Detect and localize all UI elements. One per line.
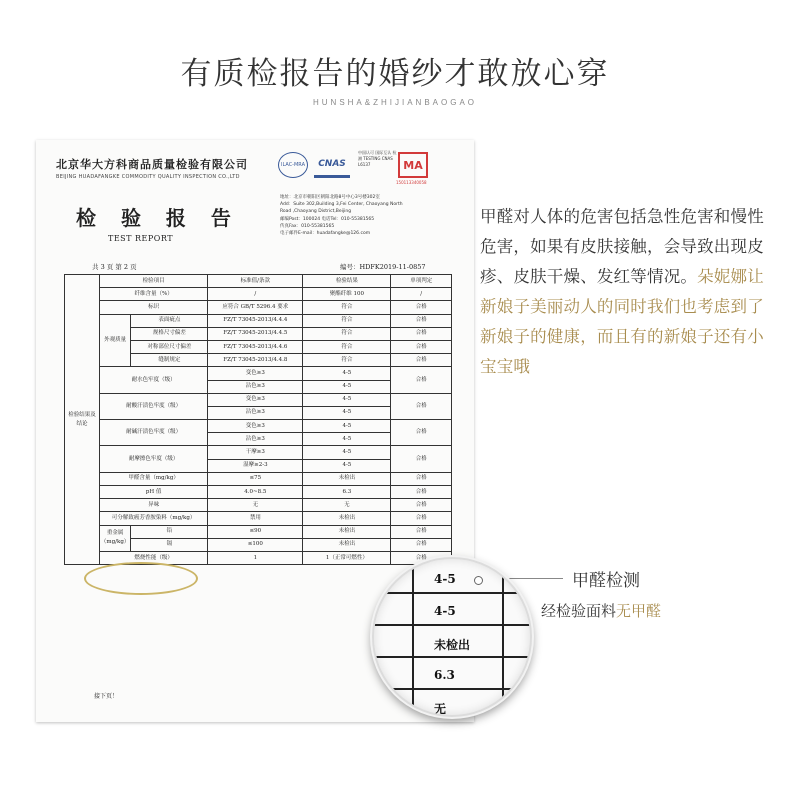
cell-item: 缝制规定 xyxy=(131,354,208,367)
table-row xyxy=(65,420,452,433)
cell-std: 1 xyxy=(208,551,303,564)
cell-verdict: 合格 xyxy=(391,525,452,538)
magnifier-value: 无 xyxy=(434,702,447,716)
address-block xyxy=(280,194,460,237)
cell-item: 可分解致癌芳香胺染料（mg/kg） xyxy=(99,512,208,525)
magnifier-row xyxy=(374,693,532,717)
cell-item: 对称部位尺寸偏差 xyxy=(131,340,208,353)
cell-result: 6.3 xyxy=(303,486,391,499)
cell-verdict: 合格 xyxy=(391,472,452,485)
cell-item: 纤维含量（%） xyxy=(99,288,208,301)
cnas-logo: CNAS xyxy=(314,152,350,178)
callout-sub-normal: 经检验面料 xyxy=(541,602,617,620)
description-normal: 甲醛对人体的危害包括急性危害和慢性危害，如果有皮肤接触，会导致出现皮疹、皮肤干燥、发红等情况。 xyxy=(480,207,764,286)
side-label: 检验结果及结论 xyxy=(65,275,100,565)
address-line: 电子邮件E-mail：huadafangke@126.com xyxy=(280,231,371,237)
cell-std: 沾色≥3 xyxy=(208,406,303,419)
callout-subtitle xyxy=(541,600,661,621)
cell-std: 沾色≥3 xyxy=(208,433,303,446)
cell-std: FZ/T 73045-2013/4.4.5 xyxy=(208,327,303,340)
cell-item: 耐摩擦色牢度（级） xyxy=(99,446,208,472)
page-title: 有质检报告的婚纱才敢放心穿 xyxy=(180,56,610,92)
magnifier-dot xyxy=(474,576,483,585)
cell-std: FZ/T 73045-2013/4.4.8 xyxy=(208,354,303,367)
cell-result: 未检出 xyxy=(303,472,391,485)
table-row xyxy=(65,486,452,499)
cell-std: FZ/T 73045-2013/4.4.6 xyxy=(208,340,303,353)
cell-result: 符合 xyxy=(303,327,391,340)
cell-result: 未检出 xyxy=(303,538,391,551)
page-subtitle: HUNSHA&ZHIJIANBAOGAO xyxy=(312,98,477,107)
formaldehyde-highlight-ellipse xyxy=(84,562,198,595)
cell-std: 变色≥3 xyxy=(208,420,303,433)
cell-category: 外观质量 xyxy=(99,314,130,367)
cell-std: 应符合 GB/T 5296.4 要求 xyxy=(208,301,303,314)
address-line: 邮编Post：100024 电话Tel：010-55381565 xyxy=(280,216,375,222)
address-line: 地址：北京市朝阳区朝阳北路8号中心3号楼302室 xyxy=(280,195,380,200)
cell-item: 铅 xyxy=(131,525,208,538)
cell-std: 变色≥3 xyxy=(208,367,303,380)
cell-item: 耐水色牢度（级） xyxy=(99,367,208,393)
header-cell: 检验项目 xyxy=(99,275,208,288)
cell-result: 4-5 xyxy=(303,446,391,459)
cell-std: ≤90 xyxy=(208,525,303,538)
cell-verdict: 合格 xyxy=(391,538,452,551)
cell-std: 干摩≥3 xyxy=(208,446,303,459)
table-row xyxy=(65,525,452,538)
cell-verdict: 合格 xyxy=(391,499,452,512)
cell-verdict: 合格 xyxy=(391,446,452,472)
table-row xyxy=(65,367,452,380)
cell-std: 无 xyxy=(208,499,303,512)
cell-item: 甲醛含量（mg/kg） xyxy=(99,472,208,485)
page-indicator: 共 3 页 第 2 页 xyxy=(92,263,137,271)
cell-std: ≤100 xyxy=(208,538,303,551)
description-highlight: 朵妮娜让新娘子美丽动人的同时我们也考虑到了新娘子的健康，而且有的新娘子还有小宝宝哦 xyxy=(480,267,764,376)
cell-std: 禁用 xyxy=(208,512,303,525)
cma-number: 150113340058 xyxy=(396,180,427,185)
cma-logo: MA xyxy=(398,152,428,178)
cell-result: 4-5 xyxy=(303,393,391,406)
magnifier-value: 未检出 xyxy=(434,638,471,652)
cell-verdict: 合格 xyxy=(391,340,452,353)
report-title-en: TEST REPORT xyxy=(108,234,174,243)
cell-std: 4.0~8.5 xyxy=(208,486,303,499)
cell-std: 变色≥3 xyxy=(208,393,303,406)
cell-verdict: 合格 xyxy=(391,327,452,340)
cell-verdict: / xyxy=(391,288,452,301)
institution-name-en: BEIJING HUADAFANGKE COMMODITY QUALITY INSPECTION CO.,LTD xyxy=(56,174,240,180)
description-text xyxy=(480,202,780,382)
cell-result: 符合 xyxy=(303,354,391,367)
header-cell: 检验结果 xyxy=(303,275,391,288)
cell-result: 1（正常可燃性） xyxy=(303,551,391,564)
table-row xyxy=(65,512,452,525)
ilac-globe-logo: ILAC-MRA xyxy=(278,152,308,178)
cell-result: 4-5 xyxy=(303,367,391,380)
continued-note: 接下页！ xyxy=(94,693,119,700)
magnifier-row xyxy=(374,597,532,626)
cell-verdict: 合格 xyxy=(391,301,452,314)
cell-result: 4-5 xyxy=(303,380,391,393)
results-table xyxy=(64,274,452,565)
address-line: 传真Fax：010-55381565 xyxy=(280,223,335,229)
cell-std: / xyxy=(208,288,303,301)
cell-std: FZ/T 73045-2013/4.4.4 xyxy=(208,314,303,327)
cell-result: 4-5 xyxy=(303,406,391,419)
header-cell: 单项判定 xyxy=(391,275,452,288)
table-row-formaldehyde xyxy=(65,472,452,485)
cell-verdict: 合格 xyxy=(391,512,452,525)
cell-category: 重金属（mg/kg） xyxy=(99,525,130,551)
cell-verdict: 合格 xyxy=(391,551,452,564)
magnifier-value: 4-5 xyxy=(434,572,456,586)
cell-item: 耐酸汗渍色牢度（级） xyxy=(99,393,208,419)
cell-result: 4-5 xyxy=(303,420,391,433)
cnas-caption: 中国认可 国际互认 检测 TESTING CNAS L6137 xyxy=(358,150,397,167)
cell-item: 燃烧性能（级） xyxy=(99,551,208,564)
cell-result: 4-5 xyxy=(303,459,391,472)
cell-verdict: 合格 xyxy=(391,486,452,499)
cell-item: 规格尺寸偏差 xyxy=(131,327,208,340)
magnifier-value: 6.3 xyxy=(434,668,455,682)
table-row xyxy=(65,499,452,512)
cell-item: 表面疵点 xyxy=(131,314,208,327)
cell-result: 符合 xyxy=(303,340,391,353)
cell-result: 无 xyxy=(303,499,391,512)
address-line: Road ,Chaoyang District,Beijing xyxy=(280,209,352,215)
cell-result: 符合 xyxy=(303,314,391,327)
cell-item: 耐碱汗渍色牢度（级） xyxy=(99,420,208,446)
cell-verdict: 合格 xyxy=(391,420,452,446)
cell-result: 未检出 xyxy=(303,525,391,538)
address-line: Add：Suite 302,Building 3,Fei Center, Chaoyang North xyxy=(280,202,403,208)
table-row xyxy=(65,393,452,406)
callout-title: 甲醛检测 xyxy=(572,571,640,591)
table-row xyxy=(65,446,452,459)
cell-item: 异味 xyxy=(99,499,208,512)
magnifier-row xyxy=(374,565,532,594)
table-row xyxy=(65,314,452,327)
cell-result: 4-5 xyxy=(303,433,391,446)
table-row xyxy=(65,288,452,301)
magnifier-row xyxy=(374,661,532,690)
cell-result: 聚酯纤维 100 xyxy=(303,288,391,301)
table-header-row xyxy=(65,275,452,288)
cell-item: 标识 xyxy=(99,301,208,314)
cell-std: ≤75 xyxy=(208,472,303,485)
cell-result: 符合 xyxy=(303,301,391,314)
magnifier-value: 4-5 xyxy=(434,604,456,618)
cell-verdict: 合格 xyxy=(391,393,452,419)
cell-result: 未检出 xyxy=(303,512,391,525)
cell-verdict: 合格 xyxy=(391,314,452,327)
cell-item: pH 值 xyxy=(99,486,208,499)
cell-std: 湿摩≥2-3 xyxy=(208,459,303,472)
institution-name: 北京华大方科商品质量检验有限公司 xyxy=(56,158,248,171)
magnifier-circle xyxy=(372,557,532,717)
callout-sub-highlight: 无甲醛 xyxy=(616,602,662,620)
report-title: 检 验 报 告 xyxy=(76,206,240,230)
magnifier-row xyxy=(374,629,532,658)
cell-std: 沾色≥3 xyxy=(208,380,303,393)
cell-verdict: 合格 xyxy=(391,354,452,367)
report-number: 编号：HDFK2019-11-0857 xyxy=(340,263,426,271)
table-row xyxy=(65,301,452,314)
header-cell: 标准值/条款 xyxy=(208,275,303,288)
cell-verdict: 合格 xyxy=(391,367,452,393)
cell-item: 镉 xyxy=(131,538,208,551)
